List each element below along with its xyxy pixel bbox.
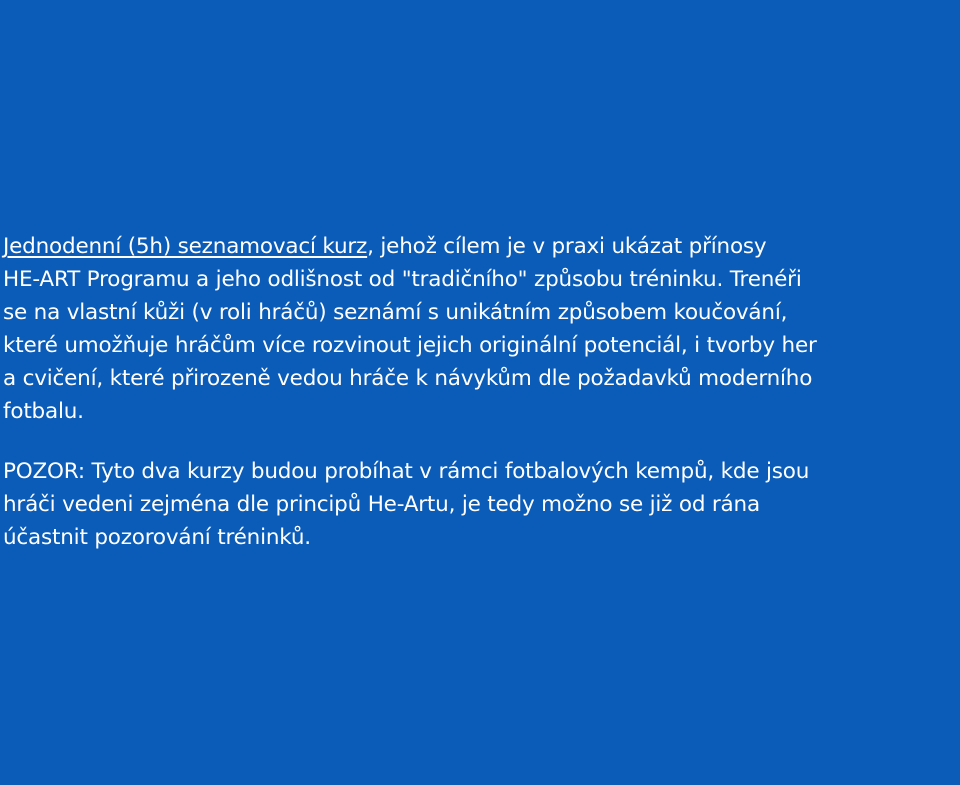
text-line: a cvičení, které přirozeně vedou hráče k návykům dle požadavků moderního	[3, 366, 813, 391]
text-line: účastnit pozorování tréninků.	[3, 525, 311, 550]
course-intro-paragraph	[3, 230, 953, 428]
text-line: HE-ART Programu a jeho odlišnost od "tradičního" způsobu tréninku. Trenéři	[3, 267, 802, 292]
text-line: se na vlastní kůži (v roli hráčů) seznámí s unikátním způsobem koučování,	[3, 300, 788, 325]
text-fragment: , jehož cílem je v praxi ukázat přínosy	[367, 234, 767, 259]
course-link[interactable]: Jednodenní (5h) seznamovací kurz	[3, 234, 368, 259]
text-line: POZOR: Tyto dva kurzy budou probíhat v rámci fotbalových kempů, kde jsou	[3, 459, 810, 484]
notice-paragraph	[3, 455, 953, 554]
text-line: hráči vedeni zejména dle principů He-Artu, je tedy možno se již od rána	[3, 492, 760, 517]
text-line	[3, 230, 953, 263]
text-line: které umožňuje hráčům více rozvinout jejich originální potenciál, i tvorby her	[3, 333, 817, 358]
text-line: fotbalu.	[3, 399, 84, 424]
course-description	[3, 230, 953, 554]
